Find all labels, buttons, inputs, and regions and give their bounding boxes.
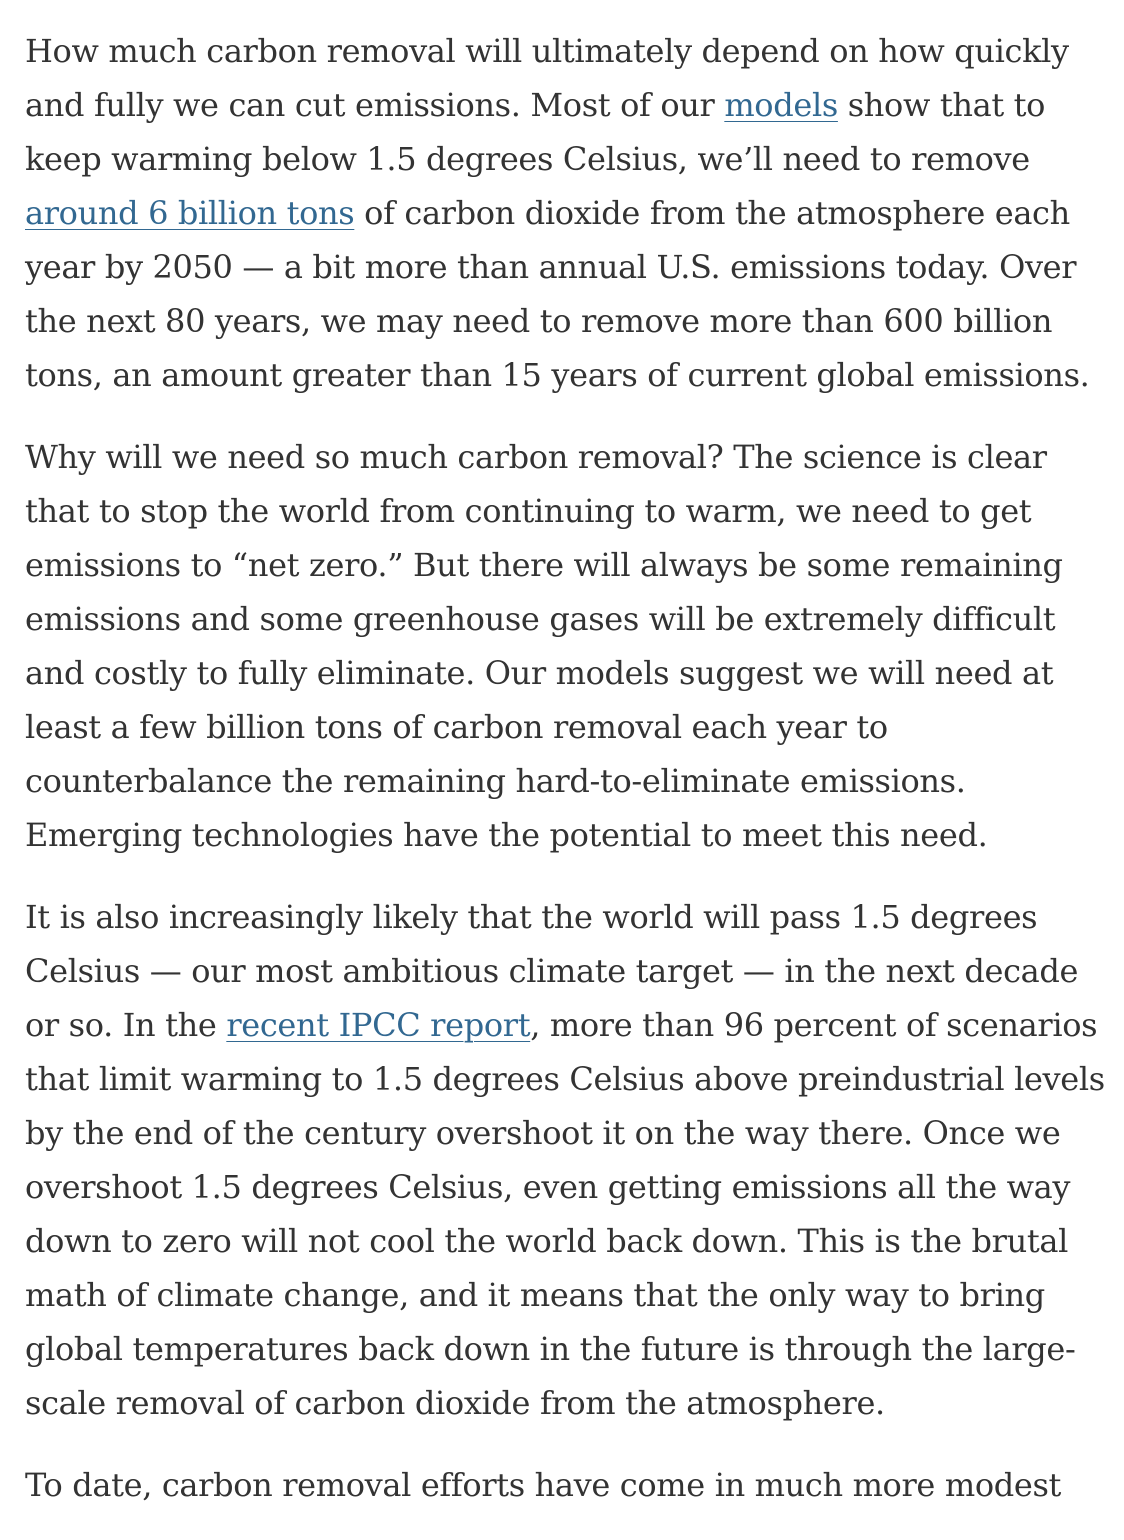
text-line: overshoot 1.5 degrees Celsius, even getting emissions all the way	[25, 1168, 1071, 1206]
article-body	[25, 24, 1115, 1540]
text-line	[25, 186, 1115, 240]
text-line: emissions to “net zero.” But there will always be some remaining	[25, 546, 1063, 584]
models-link[interactable]: models	[724, 86, 838, 124]
paragraph-carbon-removal-amount	[25, 24, 1115, 402]
text-segment: of carbon dioxide from the atmosphere each	[354, 194, 1070, 232]
text-segment: or so. In the	[25, 1006, 227, 1044]
text-line: tons, an amount greater than 15 years of current global emissions.	[25, 356, 1090, 394]
text-line: It is also increasingly likely that the world will pass 1.5 degrees	[25, 898, 1038, 936]
text-line: down to zero will not cool the world back down. This is the brutal	[25, 1222, 1068, 1260]
paragraph-to-date-partial	[25, 1458, 1115, 1512]
text-line: emissions and some greenhouse gases will be extremely difficult	[25, 600, 1056, 638]
text-line: Emerging technologies have the potential to meet this need.	[25, 816, 988, 854]
text-line: counterbalance the remaining hard-to-eliminate emissions.	[25, 762, 966, 800]
text-line	[25, 78, 1115, 132]
text-line: scale removal of carbon dioxide from the atmosphere.	[25, 1384, 885, 1422]
paragraph-overshoot	[25, 890, 1115, 1430]
text-line: math of climate change, and it means that the only way to bring	[25, 1276, 1045, 1314]
text-line: global temperatures back down in the future is through the large-	[25, 1330, 1076, 1368]
text-line: To date, carbon removal efforts have come in much more modest	[25, 1466, 1062, 1504]
text-line: keep warming below 1.5 degrees Celsius, we’ll need to remove	[25, 140, 1030, 178]
recent-ipcc-report-link[interactable]: recent IPCC report	[226, 1006, 531, 1044]
text-line: by the end of the century overshoot it on the way there. Once we	[25, 1114, 1061, 1152]
text-segment: show that to	[837, 86, 1046, 124]
text-line: that to stop the world from continuing to warm, we need to get	[25, 492, 1032, 530]
text-line	[25, 998, 1115, 1052]
text-line: that limit warming to 1.5 degrees Celsius above preindustrial levels	[25, 1060, 1105, 1098]
text-line: Why will we need so much carbon removal? The science is clear	[25, 438, 1047, 476]
text-segment: and fully we can cut emissions. Most of our	[25, 86, 725, 124]
paragraph-why-carbon-removal	[25, 430, 1115, 862]
text-line: Celsius — our most ambitious climate target — in the next decade	[25, 952, 1079, 990]
text-segment: , more than 96 percent of scenarios	[530, 1006, 1098, 1044]
text-line: and costly to fully eliminate. Our models suggest we will need at	[25, 654, 1054, 692]
around-6-billion-tons-link[interactable]: around 6 billion tons	[25, 194, 355, 232]
text-line: the next 80 years, we may need to remove more than 600 billion	[25, 302, 1053, 340]
text-line: year by 2050 — a bit more than annual U.S. emissions today. Over	[25, 248, 1077, 286]
text-line: How much carbon removal will ultimately depend on how quickly	[25, 32, 1069, 70]
text-line: least a few billion tons of carbon removal each year to	[25, 708, 888, 746]
